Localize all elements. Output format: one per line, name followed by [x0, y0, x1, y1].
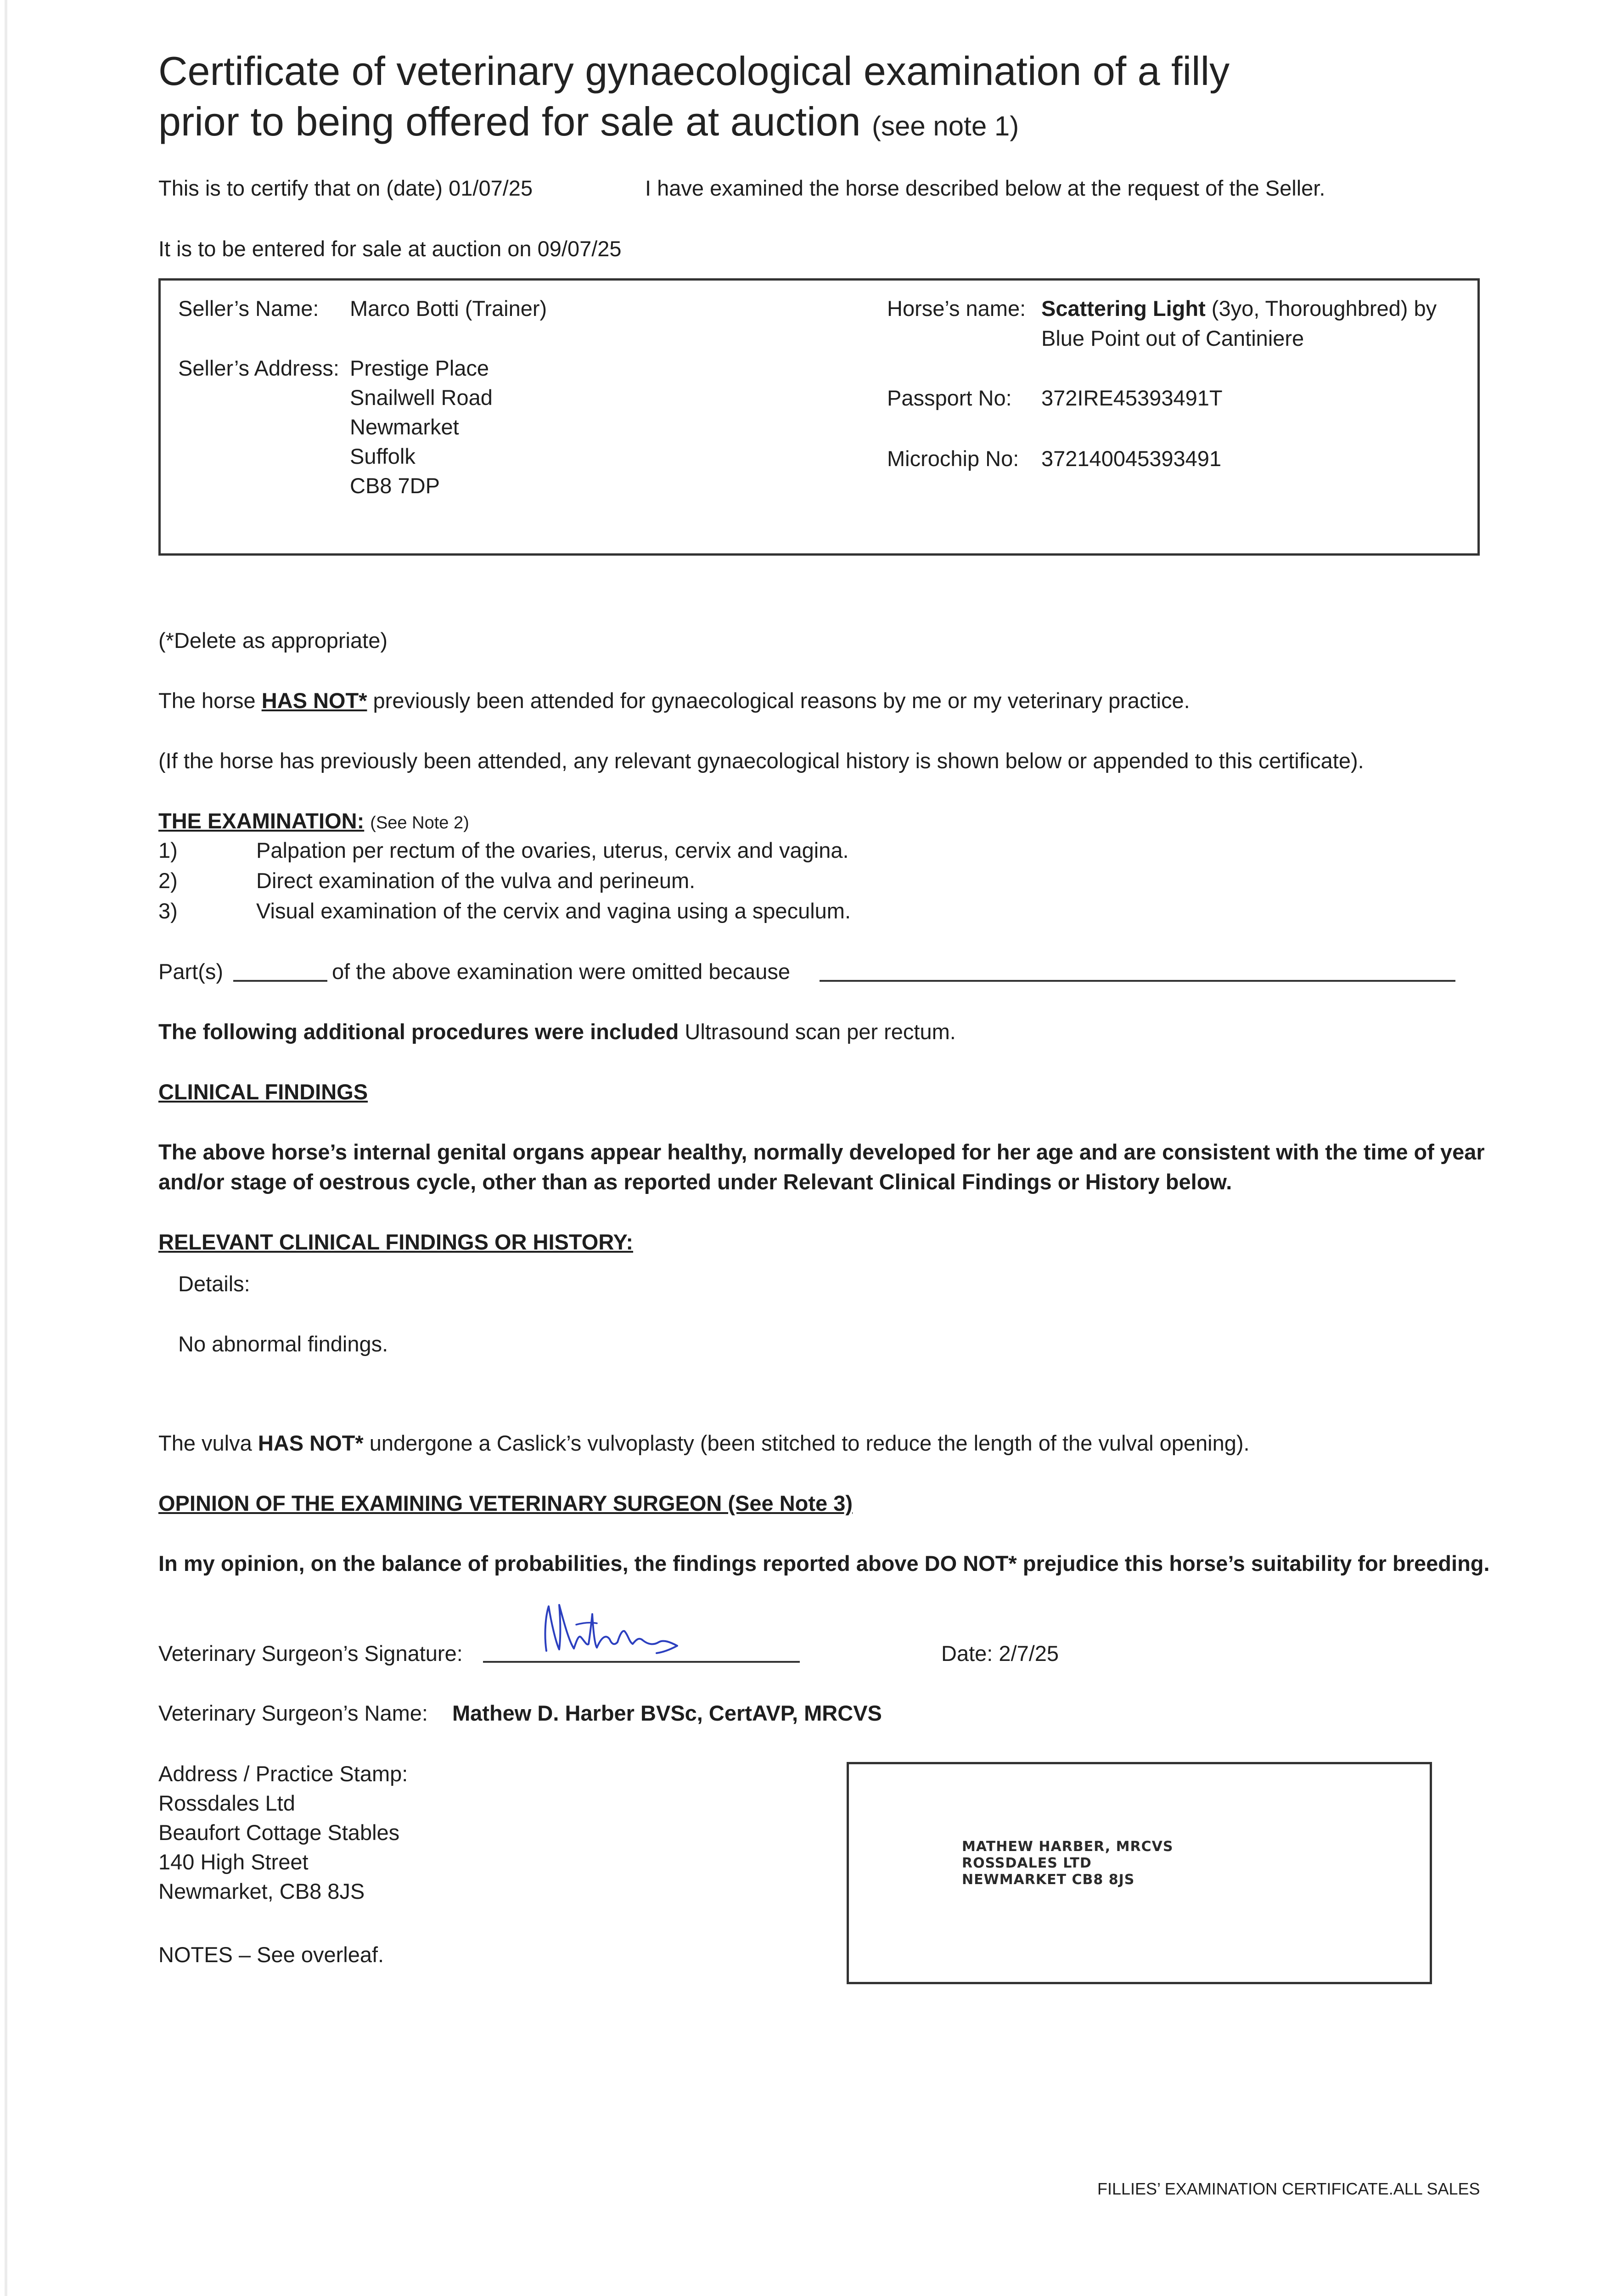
- exam-item-text: Palpation per rectum of the ovaries, uterus, cervix and vagina.: [256, 838, 849, 862]
- practice-address-line: Newmarket, CB8 8JS: [158, 1879, 365, 1903]
- practice-address-line: 140 High Street: [158, 1850, 309, 1874]
- exam-item-num: 1): [158, 838, 178, 862]
- examination-heading: THE EXAMINATION: (See Note 2): [158, 809, 469, 833]
- exam-item-text: Visual examination of the cervix and vagina using a speculum.: [256, 899, 851, 923]
- omitted-reason-line: [820, 980, 1455, 982]
- passport-number: 372IRE45393491T: [1041, 386, 1223, 410]
- opinion-heading: OPINION OF THE EXAMINING VETERINARY SURGEON (See Note 3): [158, 1491, 853, 1515]
- omitted-prefix: Part(s): [158, 959, 223, 984]
- horse-pedigree: Blue Point out of Cantiniere: [1041, 326, 1304, 350]
- clinical-heading: CLINICAL FINDINGS: [158, 1080, 368, 1104]
- certify-request: I have examined the horse described below at the request of the Seller.: [645, 176, 1325, 200]
- scan-edge: [5, 0, 7, 2296]
- vet-name: Mathew D. Harber BVSc, CertAVP, MRCVS: [452, 1701, 882, 1725]
- delete-note: (*Delete as appropriate): [158, 628, 387, 653]
- stamp-line: ROSSDALES LTD: [962, 1855, 1092, 1871]
- title-line-1: Certificate of veterinary gynaecological examination of a filly: [158, 48, 1230, 94]
- microchip-number: 372140045393491: [1041, 446, 1222, 471]
- details-label: Details:: [178, 1272, 250, 1296]
- vulva-status: HAS NOT*: [258, 1431, 364, 1455]
- footer-label: FILLIES’ EXAMINATION CERTIFICATE.ALL SALES: [1097, 2179, 1480, 2198]
- horse-name-label: Horse’s name:: [887, 296, 1026, 321]
- vulva-statement: The vulva HAS NOT* undergone a Caslick’s vulvoplasty (been stitched to reduce the length of the vulval opening).: [158, 1431, 1250, 1455]
- seller-address-line: Snailwell Road: [350, 385, 493, 410]
- seller-name-label: Seller’s Name:: [178, 296, 319, 321]
- relevant-heading: RELEVANT CLINICAL FINDINGS OR HISTORY:: [158, 1230, 634, 1254]
- seller-address-line: Newmarket: [350, 415, 459, 439]
- practice-address-line: Beaufort Cottage Stables: [158, 1820, 400, 1845]
- omitted-middle: of the above examination were omitted because: [332, 959, 791, 984]
- details-text: No abnormal findings.: [178, 1332, 388, 1356]
- title-line-2: prior to being offered for sale at auction (see note 1): [158, 99, 1019, 144]
- practice-stamp: [962, 1839, 1173, 1888]
- signature-scribble: [533, 1598, 716, 1667]
- signature-date: Date: 2/7/25: [941, 1641, 1059, 1666]
- exam-item-text: Direct examination of the vulva and perineum.: [256, 868, 696, 893]
- vet-name-label: Veterinary Surgeon’s Name:: [158, 1701, 428, 1725]
- clinical-statement-1: The above horse’s internal genital organs appear healthy, normally developed for her age and are consistent with the time of year: [158, 1140, 1485, 1164]
- exam-item-num: 3): [158, 899, 178, 923]
- omitted-parts-line: [233, 980, 327, 982]
- attended-status: HAS NOT*: [261, 688, 367, 713]
- signature-label: Veterinary Surgeon’s Signature:: [158, 1641, 463, 1666]
- auction-date: It is to be entered for sale at auction on 09/07/25: [158, 236, 622, 261]
- certify-date: This is to certify that on (date) 01/07/25: [158, 176, 533, 200]
- practice-address-line: Rossdales Ltd: [158, 1791, 295, 1815]
- title-note: (see note 1): [872, 111, 1019, 141]
- attended-history: (If the horse has previously been attended, any relevant gynaecological history is shown below or appended to this certificate).: [158, 748, 1364, 773]
- seller-address: [350, 354, 493, 501]
- seller-name: Marco Botti (Trainer): [350, 296, 547, 321]
- seller-address-label: Seller’s Address:: [178, 356, 339, 380]
- additional-procedures: The following additional procedures were included Ultrasound scan per rectum.: [158, 1019, 956, 1044]
- seller-address-line: CB8 7DP: [350, 473, 440, 498]
- clinical-statement-2: and/or stage of oestrous cycle, other than as reported under Relevant Clinical Findings or History below.: [158, 1170, 1232, 1194]
- horse-name: Scattering Light (3yo, Thoroughbred) by: [1041, 296, 1437, 321]
- microchip-label: Microchip No:: [887, 446, 1019, 471]
- seller-address-line: Prestige Place: [350, 356, 489, 380]
- stamp-line: MATHEW HARBER, MRCVS: [962, 1839, 1174, 1855]
- seller-address-line: Suffolk: [350, 444, 416, 468]
- opinion-text: In my opinion, on the balance of probabilities, the findings reported above DO NOT* prejudice this horse’s suitability for breeding.: [158, 1551, 1490, 1576]
- page-title: [158, 46, 1536, 152]
- practice-address: [158, 1759, 408, 1906]
- practice-address-label: Address / Practice Stamp:: [158, 1761, 408, 1786]
- attended-statement: The horse HAS NOT* previously been attended for gynaecological reasons by me or my veterinary practice.: [158, 688, 1190, 713]
- exam-item-num: 2): [158, 868, 178, 893]
- notes-overleaf: NOTES – See overleaf.: [158, 1942, 384, 1967]
- passport-label: Passport No:: [887, 386, 1012, 410]
- stamp-line: NEWMARKET CB8 8JS: [962, 1872, 1135, 1888]
